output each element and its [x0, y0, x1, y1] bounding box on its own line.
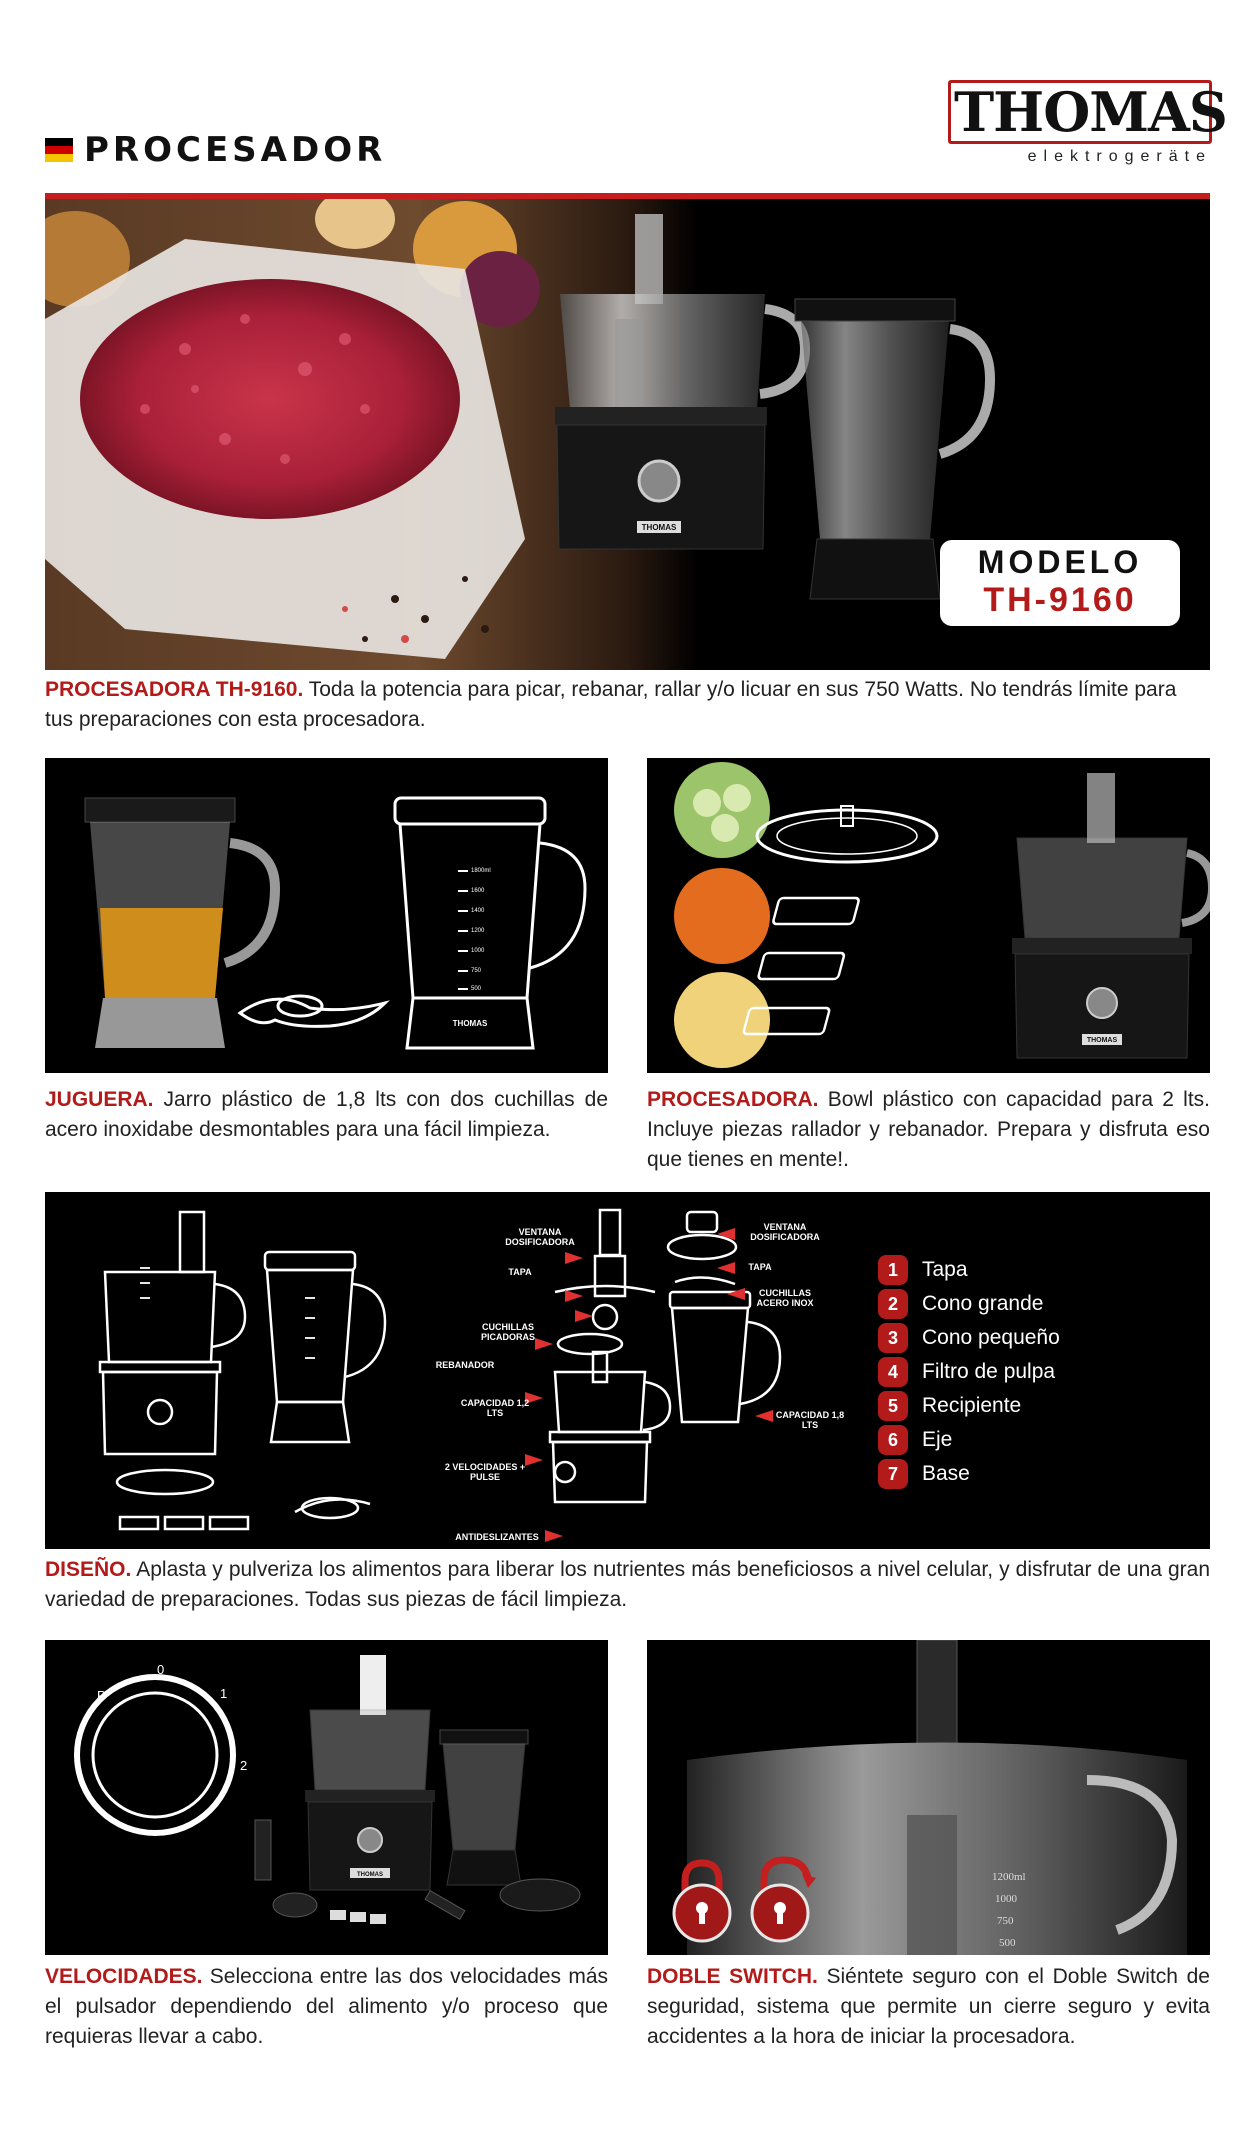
page-title: PROCESADOR — [84, 130, 387, 170]
juguera-scale-7: 500 — [471, 986, 482, 992]
velocidades-image — [45, 1640, 608, 1955]
juguera-text: Jarro plástico de 1,8 lts con dos cuchillas de acero inoxidabe desmontables para una fácil limpieza. — [45, 1088, 608, 1141]
procesadora-image — [647, 758, 1210, 1073]
procesadora-heading: PROCESADORA. — [647, 1088, 819, 1111]
label-tapa-right: TAPA — [748, 1262, 772, 1272]
label-cuchillas-picadoras: CUCHILLAS PICADORAS — [480, 1322, 535, 1342]
legend-number: 7 — [878, 1459, 908, 1489]
doble-switch-heading: DOBLE SWITCH. — [647, 1965, 818, 1988]
german-flag-icon — [45, 138, 73, 162]
label-capacidad-left: CAPACIDAD 1,2 LTS — [460, 1398, 530, 1418]
bowl-scale-3: 750 — [997, 1915, 1014, 1927]
model-badge — [940, 540, 1180, 626]
legend-item — [878, 1321, 1060, 1355]
label-tapa-left: TAPA — [508, 1267, 532, 1277]
procesadora-badge: THOMAS — [1086, 1037, 1118, 1044]
open-lock-icon — [742, 1848, 822, 1945]
procesadora-panel — [647, 758, 1210, 1073]
procesadora-caption — [647, 1085, 1210, 1175]
juguera-caption — [45, 1085, 608, 1145]
logo-brand: THOMAS — [954, 80, 1227, 144]
velocidades-badge: THOMAS — [357, 1872, 383, 1878]
legend-label: Eje — [922, 1428, 953, 1451]
juguera-scale-6: 750 — [471, 968, 482, 974]
intro-heading: PROCESADORA TH-9160. — [45, 678, 304, 701]
procesadora-text: Bowl plástico con capacidad para 2 lts. Incluye piezas rallador y rebanador. Prepara y disfruta eso que tienes en mente!. — [647, 1088, 1210, 1171]
velocidades-panel — [45, 1640, 608, 1955]
diseno-heading: DISEÑO. — [45, 1558, 132, 1581]
label-cuchillas-acero: CUCHILLAS ACERO INOX — [756, 1288, 814, 1308]
dial-mark-1: 1 — [220, 1686, 228, 1701]
velocidades-heading: VELOCIDADES. — [45, 1965, 203, 1988]
juguera-badge: THOMAS — [452, 1019, 488, 1028]
dial-mark-0: 0 — [157, 1662, 165, 1677]
doble-switch-caption — [647, 1962, 1210, 2052]
label-ventana-left: VENTANA DOSIFICADORA — [505, 1227, 575, 1247]
velocidades-text: Selecciona entre las dos velocidades más el pulsador dependiendo del alimento y/o proceso que requieras llevar a cabo. — [45, 1965, 608, 2048]
bowl-scale-2: 1000 — [995, 1893, 1017, 1905]
legend-item — [878, 1457, 1060, 1491]
legend-label: Base — [922, 1462, 970, 1485]
juguera-scale-4: 1200 — [471, 928, 485, 934]
label-capacidad-right: CAPACIDAD 1,8 LTS — [775, 1410, 845, 1430]
juguera-panel — [45, 758, 608, 1073]
label-ventana-right: VENTANA DOSIFICADORA — [750, 1222, 820, 1242]
legend-number: 3 — [878, 1323, 908, 1353]
legend-item — [878, 1355, 1060, 1389]
closed-lock-icon — [667, 1855, 737, 1945]
juguera-scale-5: 1000 — [471, 948, 485, 954]
legend-number: 2 — [878, 1289, 908, 1319]
juguera-image — [45, 758, 608, 1073]
diseno-caption — [45, 1555, 1210, 1615]
legend-number: 5 — [878, 1391, 908, 1421]
dial-mark-p: P — [97, 1688, 106, 1703]
diseno-text: Aplasta y pulveriza los alimentos para liberar los nutrientes más beneficiosos a nivel celular, y disfrutar de una gran variedad de preparaciones. Todas sus piezas de fácil limpieza. — [45, 1558, 1210, 1611]
label-rebanador: REBANADOR — [435, 1360, 495, 1370]
legend-number: 1 — [878, 1255, 908, 1285]
legend-label: Cono pequeño — [922, 1326, 1060, 1349]
model-number: TH-9160 — [983, 581, 1137, 619]
doble-switch-text: Siéntete seguro con el Doble Switch de seguridad, sistema que permite un cierre seguro y evita accidentes a la hora de iniciar la procesadora. — [647, 1965, 1210, 2048]
intro-text: Toda la potencia para picar, rebanar, rallar y/o licuar en sus 750 Watts. No tendrás límite para tus preparaciones con esta procesadora. — [45, 678, 1177, 731]
label-velocidades: 2 VELOCIDADES + PULSE — [444, 1462, 526, 1482]
juguera-scale-2: 1600 — [471, 888, 485, 894]
doble-switch-panel — [647, 1640, 1210, 1955]
label-antideslizantes: ANTIDESLIZANTES — [455, 1532, 539, 1542]
legend-label: Cono grande — [922, 1292, 1044, 1315]
legend-item — [878, 1253, 1060, 1287]
model-label: MODELO — [977, 544, 1143, 580]
hero-device-badge: THOMAS — [641, 523, 677, 532]
juguera-scale-3: 1400 — [471, 908, 485, 914]
dial-mark-2: 2 — [240, 1758, 248, 1773]
bowl-scale-1: 1200ml — [992, 1871, 1026, 1883]
logo-subtitle: elektrogeräte — [1027, 148, 1212, 165]
velocidades-caption — [45, 1962, 608, 2052]
legend-number: 4 — [878, 1357, 908, 1387]
juguera-scale-1: 1800ml — [471, 868, 491, 874]
parts-legend — [878, 1253, 1060, 1491]
legend-item — [878, 1423, 1060, 1457]
intro-caption — [45, 675, 1210, 735]
legend-label: Recipiente — [922, 1394, 1022, 1417]
juguera-heading: JUGUERA. — [45, 1088, 154, 1111]
legend-label: Tapa — [922, 1258, 968, 1281]
bowl-scale-4: 500 — [999, 1937, 1016, 1949]
thomas-logo — [948, 80, 1227, 172]
legend-number: 6 — [878, 1425, 908, 1455]
legend-item — [878, 1287, 1060, 1321]
legend-item — [878, 1389, 1060, 1423]
legend-label: Filtro de pulpa — [922, 1360, 1056, 1383]
